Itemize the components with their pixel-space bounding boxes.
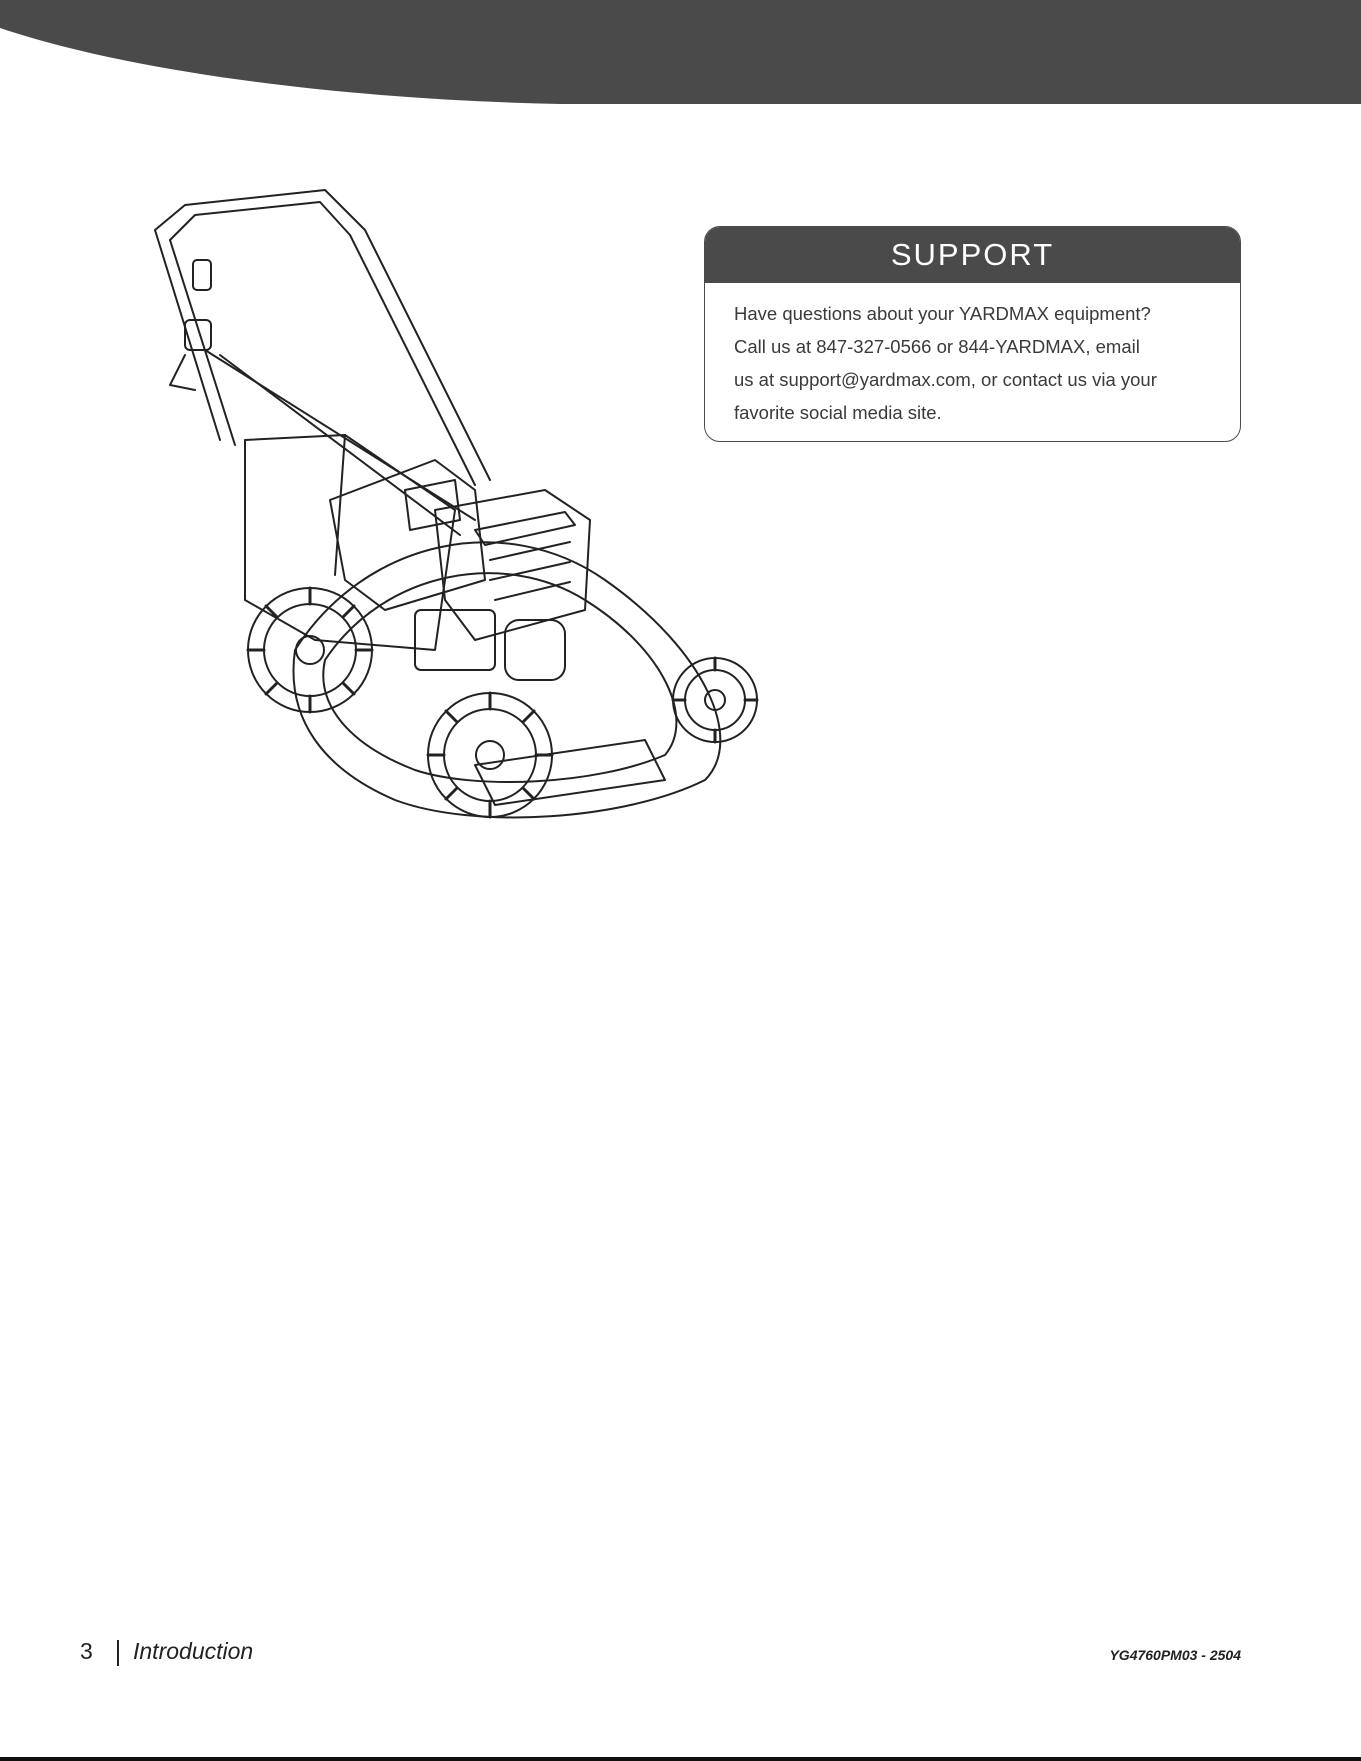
footer-divider — [117, 1640, 119, 1666]
support-title: SUPPORT — [705, 227, 1240, 283]
support-box — [704, 226, 1241, 442]
support-text — [705, 283, 1240, 429]
support-line: us at support@yardmax.com, or contact us via your — [734, 369, 1157, 390]
page-number: 3 — [80, 1638, 93, 1664]
section-name: Introduction — [133, 1638, 254, 1664]
document-code: YG4760PM03 - 2504 — [1109, 1647, 1241, 1663]
support-line: favorite social media site. — [734, 402, 942, 423]
support-line: Call us at 847-327-0566 or 844-YARDMAX, email — [734, 336, 1140, 357]
bottom-rule — [0, 1757, 1361, 1761]
support-line: Have questions about your YARDMAX equipment? — [734, 303, 1151, 324]
header-band — [0, 0, 1361, 110]
